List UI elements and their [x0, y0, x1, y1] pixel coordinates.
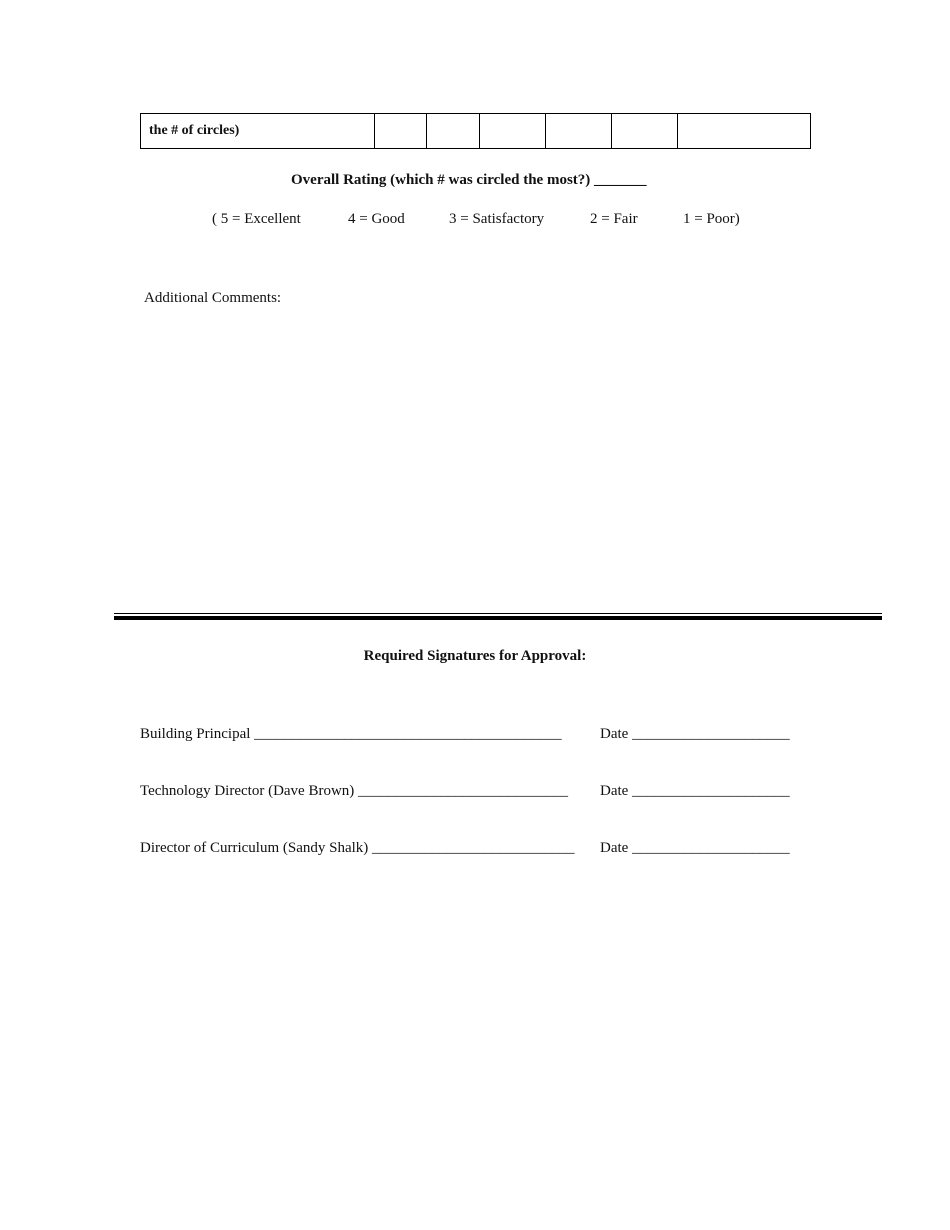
signatures-title: Required Signatures for Approval: [363, 648, 587, 664]
tally-cell[interactable] [678, 114, 811, 149]
scale-fair: 2 = Fair [590, 211, 638, 227]
scale-satisfactory: 3 = Satisfactory [449, 211, 545, 227]
additional-comments-label: Additional Comments: [144, 290, 282, 306]
date-line-curriculum-director[interactable]: Date _____________________ [600, 840, 790, 856]
section-divider-thin [114, 613, 882, 614]
scale-good: 4 = Good [348, 211, 405, 227]
tally-row-label: the # of circles) [141, 114, 375, 149]
date-line-technology-director[interactable]: Date _____________________ [600, 783, 790, 799]
tally-cell[interactable] [375, 114, 427, 149]
tally-cell[interactable] [427, 114, 480, 149]
scale-poor: 1 = Poor) [683, 211, 740, 227]
table-row [141, 114, 811, 149]
tally-cell[interactable] [612, 114, 678, 149]
date-line-principal[interactable]: Date _____________________ [600, 726, 790, 742]
tally-cell[interactable] [480, 114, 546, 149]
tally-cell[interactable] [546, 114, 612, 149]
section-divider-thick [114, 616, 882, 620]
tally-table [140, 113, 811, 149]
signature-line-technology-director[interactable]: Technology Director (Dave Brown) ____________________________ [140, 783, 569, 799]
overall-rating-label: Overall Rating (which # was circled the most?) _______ [291, 172, 647, 188]
signature-line-curriculum-director[interactable]: Director of Curriculum (Sandy Shalk) ___________________________ [140, 840, 575, 856]
signature-line-principal[interactable]: Building Principal _________________________________________ [140, 726, 562, 742]
scale-excellent: ( 5 = Excellent [212, 211, 301, 227]
